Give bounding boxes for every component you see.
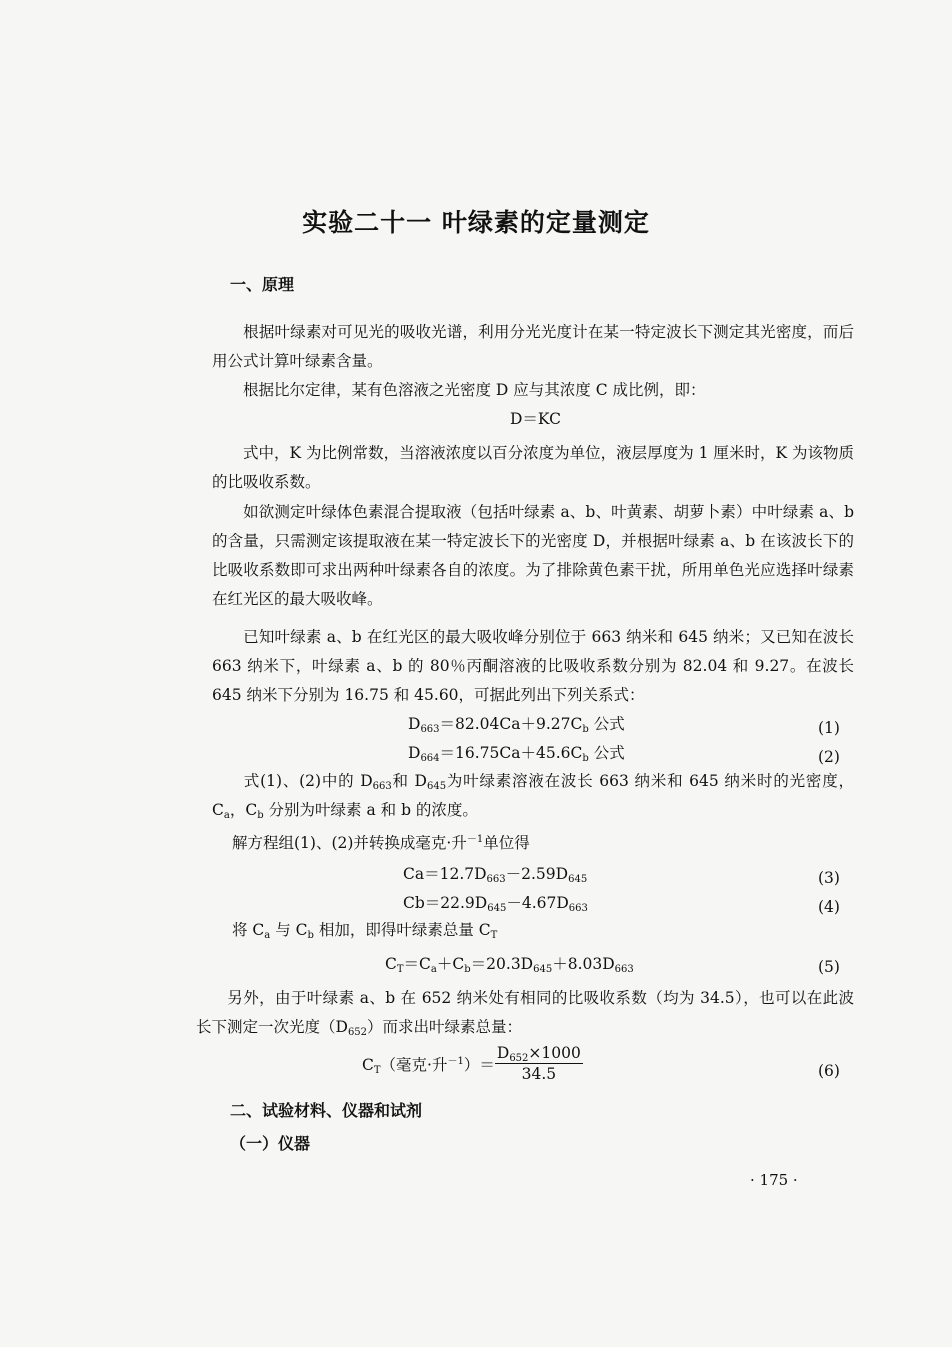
equation-5: $C_T=C_a+C_b=20.3D_{645}+8.03D_{663}$: [385, 955, 634, 975]
equation-3-number: (3): [818, 869, 840, 887]
page-number: · 175 ·: [750, 1171, 798, 1189]
equation-1-number: (1): [818, 719, 840, 737]
equation-3: $Ca=12.7D_{663}-2.59D_{645}$: [403, 865, 588, 885]
paragraph-9: 另外，由于叶绿素 a、b 在 652 纳米处有相同的比吸收系数（均为 34.5），也可以在此波长下测定一次光度$(D_{652})$而求出叶绿素总量：: [196, 989, 854, 1038]
equation-2: $D_{664}=16.75Ca+45.6C_b$ 公式: [408, 744, 625, 764]
section-heading-principle: 一、原理: [230, 275, 295, 294]
equation-6-fraction: $\frac{D_{652}\times 1000}{34.5}$: [496, 1044, 581, 1083]
equation-6-number: (6): [818, 1062, 840, 1080]
equation-2-number: (2): [818, 748, 840, 766]
equation-5-number: (5): [818, 958, 840, 976]
paragraph-7: 解方程组(1)、(2)并转换成毫克·升$^{-1}$单位得: [232, 834, 530, 852]
paragraph-8: 将 $C_a$ 与 $C_b$ 相加，即得叶绿素总量 $C_T$: [232, 921, 498, 941]
paragraph-2: 根据比尔定律，某有色溶液之光密度 D 应与其浓度 C 成比例，即：: [243, 381, 706, 399]
paragraph-4: 如欲测定叶绿体色素混合提取液（包括叶绿素 a、b、叶黄素、胡萝卜素）中叶绿素 a、b 的含量，只需测定该提取液在某一特定波长下的光密度 D，并根据叶绿素 a、b 在该波长下的比吸收系数即可求出两种叶绿素各自的浓度。为了排除黄色素干扰，所用单色光应选择叶绿素在红光区的最大吸收峰。: [212, 503, 854, 608]
paragraph-1: 根据叶绿素对可见光的吸收光谱，利用分光光度计在某一特定波长下测定其光密度，而后用公式计算叶绿素含量。: [212, 323, 854, 370]
equation-4-number: (4): [818, 898, 840, 916]
equation-1: $D_{663}=82.04Ca+9.27C_b$ 公式: [408, 715, 625, 735]
equation-6: $C_T$（毫克·升$^{-1}$）＝ $\frac{D_{652}\times 1000}{34.5}$: [362, 1044, 581, 1083]
page-title: 实验二十一 叶绿素的定量测定: [302, 208, 650, 237]
paragraph-6: 式(1)、(2)中的 $D_{663}$和 $D_{645}$为叶绿素溶液在波长 663 纳米和 645 纳米时的光密度，$C_a$，$C_b$ 分别为叶绿素 a 和 b 的浓度。: [212, 772, 854, 821]
paragraph-3: 式中，K 为比例常数，当溶液浓度以百分浓度为单位，液层厚度为 1 厘米时，K 为该物质的比吸收系数。: [212, 444, 854, 491]
paragraph-5: 已知叶绿素 a、b 在红光区的最大吸收峰分别位于 663 纳米和 645 纳米；又已知在波长 663 纳米下，叶绿素 a、b 的 80％丙酮溶液的比吸收系数分别为 82.04 和 9.27。在波长 645 纳米下分别为 16.75 和 45.60，可据此列出下列关系式：: [212, 628, 854, 704]
subsection-heading-instruments: （一）仪器: [230, 1134, 311, 1153]
equation-d-kc: D＝KC: [510, 410, 561, 428]
section-heading-materials: 二、试验材料、仪器和试剂: [230, 1101, 423, 1120]
equation-4: $Cb=22.9D_{645}-4.67D_{663}$: [403, 894, 588, 914]
